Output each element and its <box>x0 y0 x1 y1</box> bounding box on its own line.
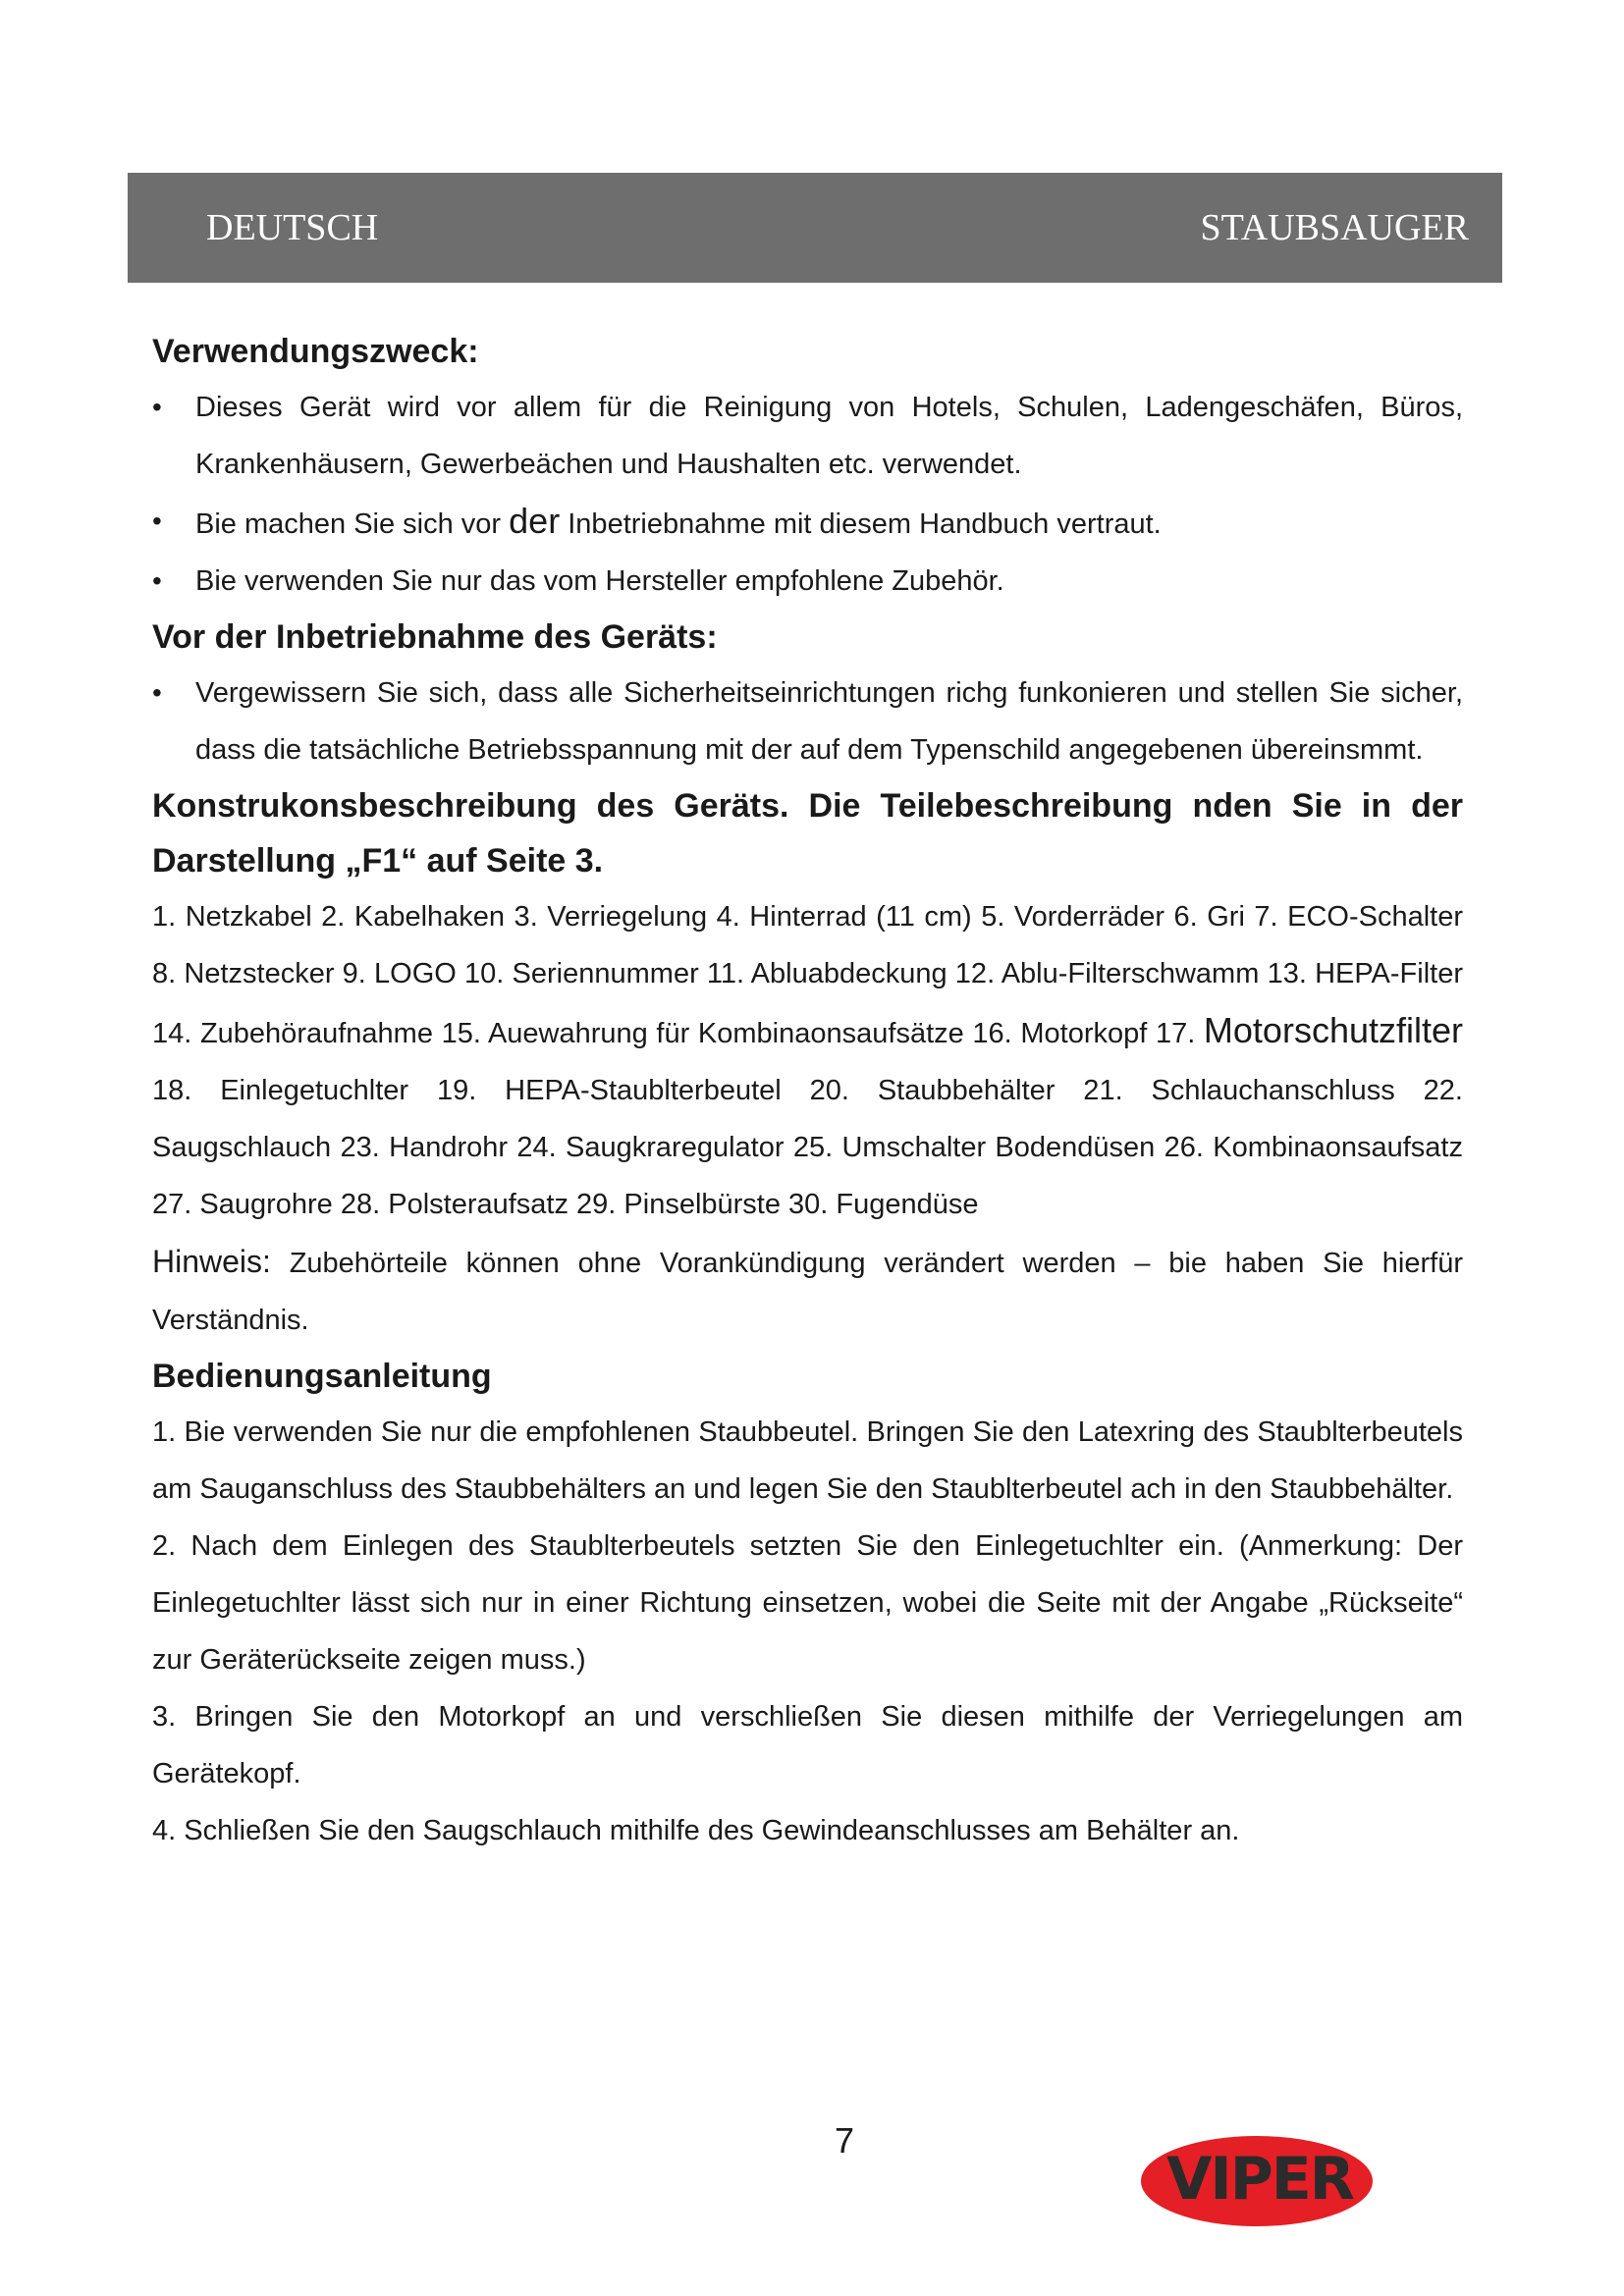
construction-heading: Konstrukonsbeschreibung des Geräts. Die Teilebeschreibung nden Sie in der Darstellung „F1“ auf Seite 3. <box>152 787 1463 880</box>
logo-text: VIPER <box>1166 2145 1353 2214</box>
purpose-heading: Verwendungszweck: <box>152 333 479 370</box>
instructions-heading: Bedienungsanleitung <box>152 1358 492 1395</box>
before-use-bullet: • Vergewissern Sie sich, dass alle Sicherheitseinrichtungen richg funkonieren und stellen Sie sicher, dass die tatsächliche Betriebsspannung mit der auf dem Typenschild angegebenen übereinsmmt. <box>152 665 1463 778</box>
purpose-bullet: • Bie verwenden Sie nur das vom Hersteller empfohlene Zubehör. <box>152 553 1463 610</box>
parts-list: 1. Netzkabel 2. Kabelhaken 3. Verriegelung 4. Hinterrad (11 cm) 5. Vorderräder 6. Gri 7. ECO-Schalter 8. Netzstecker 9. LOGO 10. Seriennummer 11. Abluabdeckung 12. Ablu-Filterschwamm 13. HEPA-Filter 14. Zubehöraufnahme 15. Auewahrung für Kombinaonsaufsätze 16. Motorkopf 17. Motorschutzfilter 18. Einlegetuchlter 19. HEPA-Staublterbeutel 20. Staubbehälter 21. Schlauchanschluss 22. Saugschlauch 23. Handrohr 24. Saugkraregulator 25. Umschalter Bodendüsen 26. Kombinaonsaufsatz 27. Saugrohre 28. Polsteraufsatz 29. Pinselbürste 30. Fugendüse <box>152 901 1463 1220</box>
purpose-list <box>152 379 1463 610</box>
instruction-step: 4. Schließen Sie den Saugschlauch mithilfe des Gewindeanschlusses am Behälter an. <box>152 1815 1240 1846</box>
before-use-list <box>152 665 1463 778</box>
note-label: Hinweis: <box>152 1244 271 1279</box>
before-use-heading: Vor der Inbetriebnahme des Geräts: <box>152 618 718 656</box>
instruction-step: 2. Nach dem Einlegen des Staublterbeutels setzten Sie den Einlegetuchlter ein. (Anmerkung: Der Einlegetuchlter lässt sich nur in einer Richtung einsetzen, wobei die Seite mit der Angabe „Rückseite“ zur Geräterückseite zeigen muss.) <box>152 1530 1463 1676</box>
page-number: 7 <box>835 2120 855 2161</box>
language-label: DEUTSCH <box>206 207 379 248</box>
purpose-bullet: • Dieses Gerät wird vor allem für die Reinigung von Hotels, Schulen, Ladengeschäfen, Büros, Krankenhäusern, Gewerbeächen und Haushalten etc. verwendet. <box>152 379 1463 493</box>
header-bar <box>128 173 1502 283</box>
instruction-step: 1. Bie verwenden Sie nur die empfohlenen Staubbeutel. Bringen Sie den Latexring des Staublterbeutels am Sauganschluss des Staubbehälters an und legen Sie den Staublterbeutel ach in den Staubbehälter. <box>152 1416 1463 1505</box>
viper-logo <box>1139 2120 1424 2228</box>
note <box>152 1233 1463 1349</box>
note-text: Zubehörteile können ohne Vorankündigung verändert werden – bie haben Sie hierfür Verständnis. <box>152 1248 1463 1336</box>
page-content <box>152 324 1463 1859</box>
purpose-bullet: • Bie machen Sie sich vor der Inbetriebnahme mit diesem Handbuch vertraut. <box>152 493 1463 553</box>
product-category-label: STAUBSAUGER <box>1200 207 1469 248</box>
instruction-step: 3. Bringen Sie den Motorkopf an und verschließen Sie diesen mithilfe der Verriegelungen am Gerätekopf. <box>152 1701 1463 1789</box>
